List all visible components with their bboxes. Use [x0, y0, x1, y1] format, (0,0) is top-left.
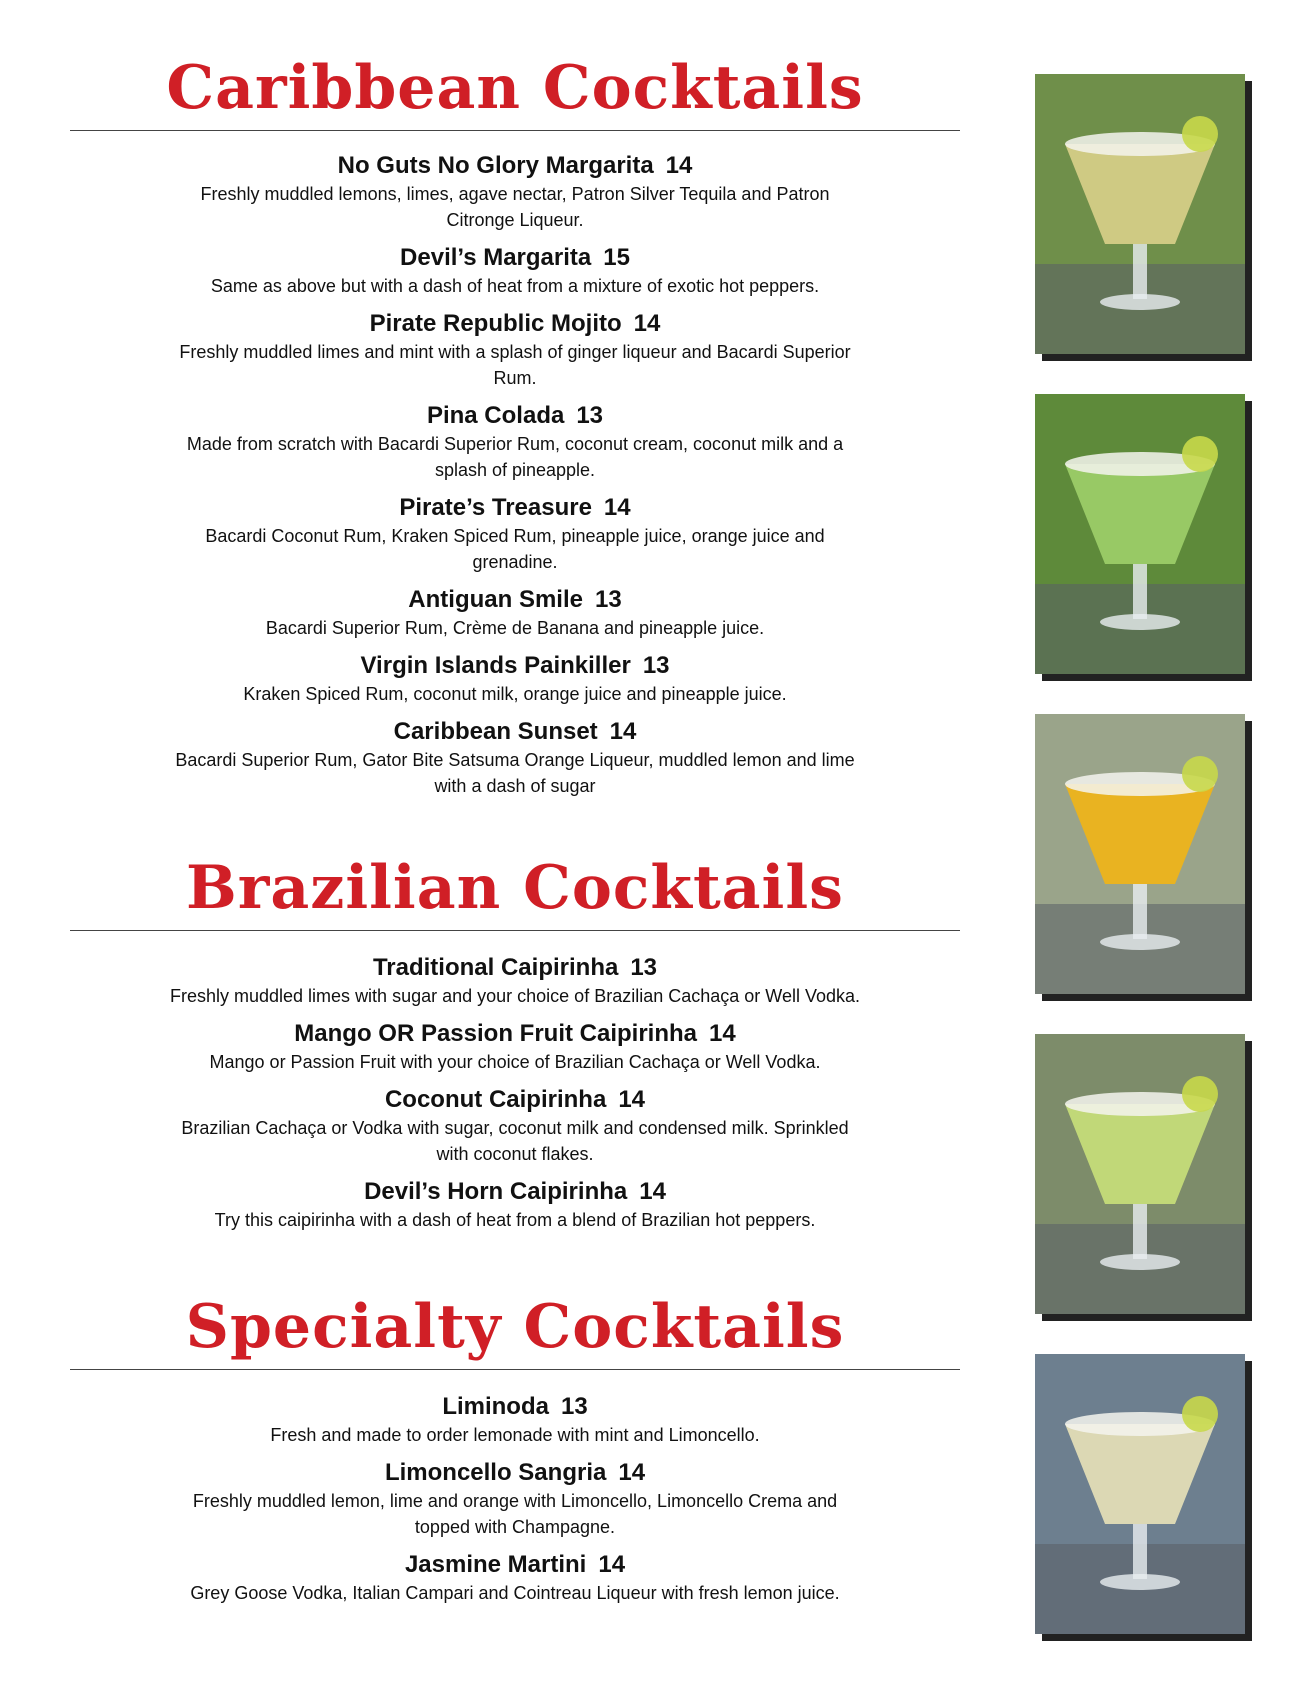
item-price: 14: [639, 1178, 666, 1205]
menu-item: [70, 585, 960, 641]
item-price: 14: [665, 152, 693, 179]
menu-item: [70, 1458, 960, 1540]
photo-frame: [1035, 74, 1245, 354]
cocktail-image: [1035, 714, 1245, 994]
item-name: [70, 401, 960, 431]
item-description: Bacardi Superior Rum, Gator Bite Satsuma Orange Liqueur, muddled lemon and lime with a dash of sugar: [175, 750, 855, 796]
cocktail-image: [1035, 74, 1245, 354]
item-description: Fresh and made to order lemonade with mint and Limoncello.: [270, 1425, 760, 1445]
item-name: [70, 309, 960, 339]
menu-item: [70, 493, 960, 575]
item-price: 13: [630, 954, 658, 981]
item-name: [70, 1085, 960, 1115]
item-name: [70, 717, 960, 747]
item-description: Brazilian Cachaça or Vodka with sugar, coconut milk and condensed milk. Sprinkled with coconut flakes.: [181, 1118, 849, 1164]
menu-item: [70, 309, 960, 391]
item-title: Pirate Republic Mojito: [369, 310, 622, 337]
item-name: [70, 1019, 960, 1049]
item-description: Freshly muddled lemons, limes, agave nectar, Patron Silver Tequila and Patron Citronge Liqueur.: [200, 184, 830, 230]
item-description: Freshly muddled limes with sugar and your choice of Brazilian Cachaça or Well Vodka.: [170, 986, 860, 1006]
item-title: Caribbean Sunset: [393, 718, 598, 745]
item-title: Devil’s Margarita: [400, 244, 592, 271]
item-name: [70, 1458, 960, 1488]
item-description: Bacardi Coconut Rum, Kraken Spiced Rum, pineapple juice, orange juice and grenadine.: [205, 526, 825, 572]
item-title: Liminoda: [442, 1393, 549, 1420]
item-price: 14: [609, 718, 637, 745]
item-price: 13: [642, 652, 670, 679]
item-name: [70, 1550, 960, 1580]
cocktail-image: [1035, 394, 1245, 674]
photo-frame: [1035, 1354, 1245, 1634]
menu-item: [70, 151, 960, 233]
item-title: No Guts No Glory Margarita: [337, 152, 654, 179]
menu-item: [70, 243, 960, 299]
section-title: Caribbean Cocktails: [166, 53, 864, 123]
item-description: Made from scratch with Bacardi Superior Rum, coconut cream, coconut milk and a splash of pineapple.: [186, 434, 844, 480]
item-price: 13: [560, 1393, 588, 1420]
item-title: Pina Colada: [426, 402, 565, 429]
item-price: 14: [598, 1551, 626, 1578]
item-price: 13: [576, 402, 604, 429]
item-title: Antiguan Smile: [408, 586, 583, 613]
menu-item: [70, 1392, 960, 1448]
menu-item: [70, 717, 960, 799]
item-price: 14: [709, 1020, 736, 1047]
item-description: Bacardi Superior Rum, Crème de Banana and pineapple juice.: [265, 618, 765, 638]
item-title: Coconut Caipirinha: [384, 1086, 607, 1113]
photo-frame: [1035, 1034, 1245, 1314]
item-title: Devil’s Horn Caipirinha: [364, 1178, 628, 1205]
item-description: Kraken Spiced Rum, coconut milk, orange juice and pineapple juice.: [243, 684, 787, 704]
section-title: Specialty Cocktails: [185, 1292, 845, 1362]
menu-item: [70, 953, 960, 1009]
section-brazilian: [70, 853, 960, 1243]
item-title: Traditional Caipirinha: [372, 954, 619, 981]
cocktail-image: [1035, 1354, 1245, 1634]
menu-item: [70, 401, 960, 483]
item-name: [70, 493, 960, 523]
menu-item: [70, 1177, 960, 1233]
item-title: Limoncello Sangria: [384, 1459, 607, 1486]
item-description: Try this caipirinha with a dash of heat from a blend of Brazilian hot peppers.: [214, 1210, 816, 1230]
item-name: [70, 243, 960, 273]
item-name: [70, 1392, 960, 1422]
item-description: Freshly muddled limes and mint with a splash of ginger liqueur and Bacardi Superior Rum.: [179, 342, 851, 388]
item-description: Mango or Passion Fruit with your choice of Brazilian Cachaça or Well Vodka.: [209, 1052, 821, 1072]
menu-item: [70, 651, 960, 707]
item-name: [70, 1177, 960, 1207]
item-name: [70, 651, 960, 681]
item-price: 15: [603, 244, 630, 271]
item-title: Pirate’s Treasure: [399, 494, 592, 521]
item-price: 14: [618, 1459, 646, 1486]
menu-item: [70, 1085, 960, 1167]
item-price: 14: [633, 310, 661, 337]
cocktail-image: [1035, 1034, 1245, 1314]
item-title: Jasmine Martini: [404, 1551, 587, 1578]
menu-item: [70, 1019, 960, 1075]
menu-item: [70, 1550, 960, 1606]
item-name: [70, 151, 960, 181]
item-description: Freshly muddled lemon, lime and orange with Limoncello, Limoncello Crema and topped with Champagne.: [192, 1491, 838, 1537]
item-description: Grey Goose Vodka, Italian Campari and Cointreau Liqueur with fresh lemon juice.: [190, 1583, 840, 1603]
section-caribbean: [70, 53, 960, 809]
item-price: 14: [603, 494, 631, 521]
item-price: 13: [594, 586, 622, 613]
divider: [70, 930, 960, 931]
section-specialty: [70, 1292, 960, 1616]
item-name: [70, 585, 960, 615]
divider: [70, 130, 960, 131]
photo-frame: [1035, 394, 1245, 674]
item-title: Virgin Islands Painkiller: [360, 652, 631, 679]
item-name: [70, 953, 960, 983]
photo-frame: [1035, 714, 1245, 994]
divider: [70, 1369, 960, 1370]
item-title: Mango OR Passion Fruit Caipirinha: [294, 1020, 697, 1047]
item-description: Same as above but with a dash of heat from a mixture of exotic hot peppers.: [210, 276, 820, 296]
section-title: Brazilian Cocktails: [186, 853, 844, 923]
item-price: 14: [618, 1086, 646, 1113]
